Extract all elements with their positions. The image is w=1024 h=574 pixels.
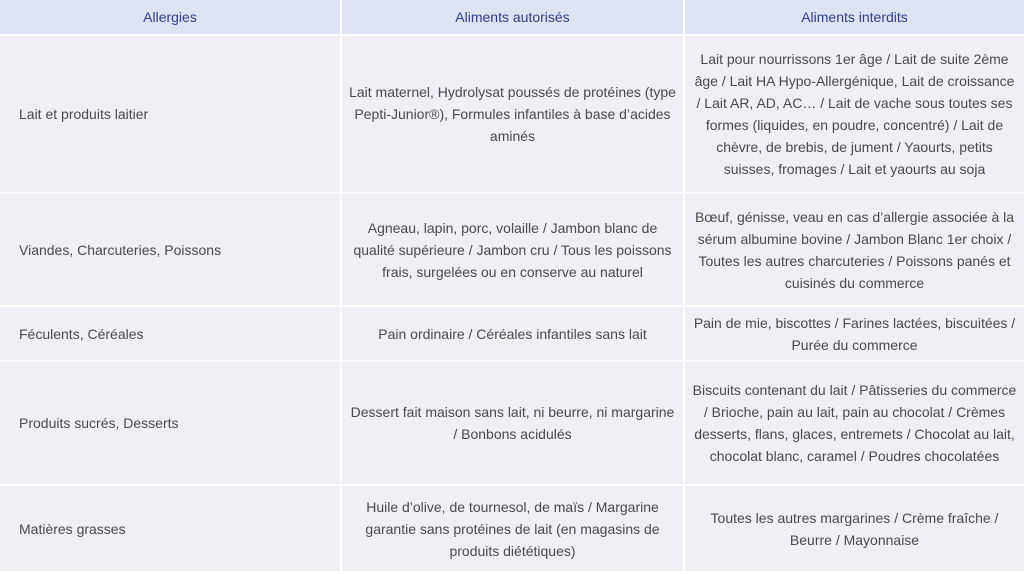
- allowed-cell: Agneau, lapin, porc, volaille / Jambon blanc de qualité supérieure / Jambon cru / Tous les poissons frais, surgelées ou en conserve au naturel: [341, 193, 684, 306]
- category-cell: Matières grasses: [0, 485, 341, 572]
- header-forbidden-foods: Aliments interdits: [684, 0, 1024, 35]
- forbidden-cell: Toutes les autres margarines / Crème fraîche / Beurre / Mayonnaise: [684, 485, 1024, 572]
- table-row: [0, 193, 1024, 306]
- allowed-cell: Huile d’olive, de tournesol, de maïs / Margarine garantie sans protéines de lait (en magasins de produits diététiques): [341, 485, 684, 572]
- forbidden-cell: Biscuits contenant du lait / Pâtisseries du commerce / Brioche, pain au lait, pain au chocolat / Crèmes desserts, flans, glaces, entremets / Chocolat au lait, chocolat blanc, caramel / Poudres chocolatées: [684, 361, 1024, 485]
- allowed-cell: Lait maternel, Hydrolysat poussés de protéines (type Pepti-Junior®), Formules infantiles à base d’acides aminés: [341, 35, 684, 193]
- table-header: [0, 0, 1024, 35]
- table-row: [0, 361, 1024, 485]
- table-body: [0, 35, 1024, 572]
- table-row: [0, 485, 1024, 572]
- forbidden-cell: Pain de mie, biscottes / Farines lactées, biscuitées / Purée du commerce: [684, 306, 1024, 361]
- allowed-cell: Pain ordinaire / Céréales infantiles sans lait: [341, 306, 684, 361]
- table-row: [0, 35, 1024, 193]
- category-cell: Féculents, Céréales: [0, 306, 341, 361]
- category-cell: Produits sucrés, Desserts: [0, 361, 341, 485]
- table-row: [0, 306, 1024, 361]
- header-allowed-foods: Aliments autorisés: [341, 0, 684, 35]
- forbidden-cell: Bœuf, génisse, veau en cas d’allergie associée à la sérum albumine bovine / Jambon Blanc 1er choix / Toutes les autres charcuteries / Poissons panés et cuisinés du commerce: [684, 193, 1024, 306]
- category-cell: Lait et produits laitier: [0, 35, 341, 193]
- header-allergies: Allergies: [0, 0, 341, 35]
- forbidden-cell: Lait pour nourrissons 1er âge / Lait de suite 2ème âge / Lait HA Hypo-Allergénique, Lait de croissance / Lait AR, AD, AC… / Lait de vache sous toutes ses formes (liquides, en poudre, concentré) / Lait de chèvre, de brebis, de jument / Yaourts, petits suisses, fromages / Lait et yaourts au soja: [684, 35, 1024, 193]
- category-cell: Viandes, Charcuteries, Poissons: [0, 193, 341, 306]
- header-row: [0, 0, 1024, 35]
- allowed-cell: Dessert fait maison sans lait, ni beurre, ni margarine / Bonbons acidulés: [341, 361, 684, 485]
